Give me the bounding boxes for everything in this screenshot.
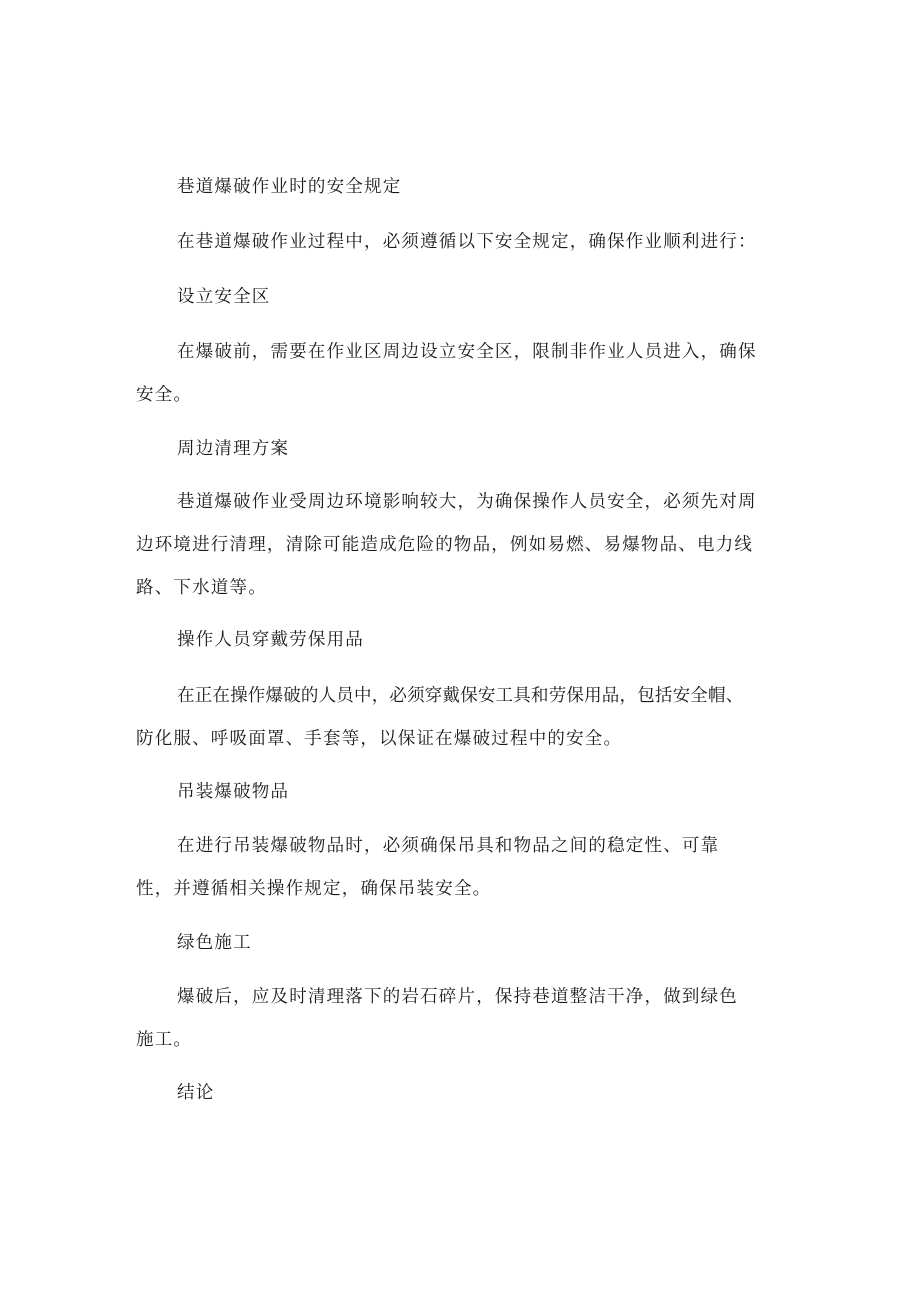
paragraph-line: 边环境进行清理，清除可能造成危险的物品，例如易燃、易爆物品、电力线 <box>136 535 754 555</box>
section-paragraph-hoisting-explosives <box>136 825 800 911</box>
section-paragraph-protective-equipment <box>136 675 800 761</box>
paragraph-line: 在正在操作爆破的人员中，必须穿戴保安工具和劳保用品，包括安全帽、 <box>177 686 744 706</box>
paragraph-line: 防化服、呼吸面罩、手套等，以保证在爆破过程中的安全。 <box>136 729 623 749</box>
paragraph-line: 施工。 <box>136 1030 193 1050</box>
section-paragraph-safety-zone <box>136 331 800 417</box>
paragraph-line: 在爆破前，需要在作业区周边设立安全区，限制非作业人员进入，确保 <box>177 342 757 362</box>
section-heading-surroundings-cleanup: 周边清理方案 <box>177 439 290 459</box>
section-paragraph-surroundings-cleanup <box>136 481 800 610</box>
conclusion-heading: 结论 <box>177 1083 215 1103</box>
document-title: 巷道爆破作业时的安全规定 <box>177 177 402 197</box>
paragraph-line: 在进行吊装爆破物品时，必须确保吊具和物品之间的稳定性、可靠 <box>177 836 720 856</box>
section-paragraph-green-construction <box>136 976 800 1062</box>
section-heading-safety-zone: 设立安全区 <box>177 287 271 307</box>
section-heading-green-construction: 绿色施工 <box>177 933 252 953</box>
section-heading-protective-equipment: 操作人员穿戴劳保用品 <box>177 630 364 650</box>
intro-paragraph: 在巷道爆破作业过程中，必须遵循以下安全规定，确保作业顺利进行： <box>177 232 757 252</box>
paragraph-line: 性，并遵循相关操作规定，确保吊装安全。 <box>136 879 492 899</box>
section-heading-hoisting-explosives: 吊装爆破物品 <box>177 782 290 802</box>
paragraph-line: 安全。 <box>136 385 193 405</box>
paragraph-line: 爆破后，应及时清理落下的岩石碎片，保持巷道整洁干净，做到绿色 <box>177 987 738 1007</box>
paragraph-line: 路、下水道等。 <box>136 578 267 598</box>
paragraph-line: 巷道爆破作业受周边环境影响较大，为确保操作人员安全，必须先对周 <box>177 492 757 512</box>
